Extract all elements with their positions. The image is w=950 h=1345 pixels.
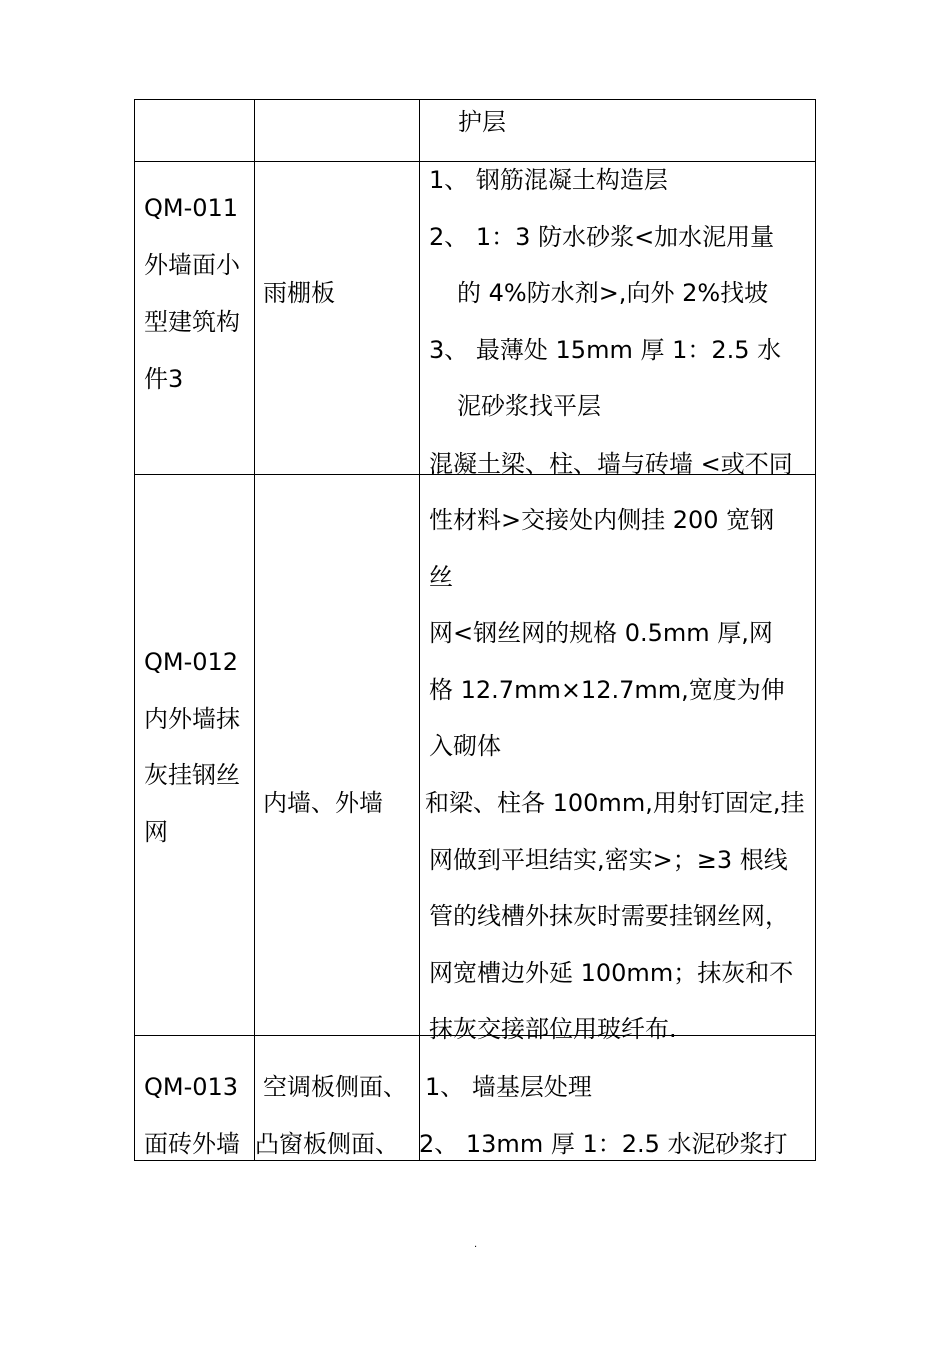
qm012-name-line-3: 网: [144, 818, 168, 846]
qm011-name-line-1: 外墙面小: [144, 251, 240, 279]
qm012-method-line-11: 抹灰交接部位用玻纤布.: [429, 1015, 677, 1043]
qm012-name-line-1: 内外墙抹: [144, 705, 240, 733]
qm012-name-line-2: 灰挂钢丝: [144, 761, 240, 789]
qm011-method-line-2: 2、 1：3 防水砂浆<加水泥用量: [429, 223, 775, 251]
table-border-right: [815, 99, 816, 1161]
qm012-method-line-7: 和梁、柱各 100mm,用射钉固定,挂: [425, 789, 805, 817]
qm011-method-line-5: 泥砂浆找平层: [457, 392, 601, 420]
qm013-location-line-2: 凸窗板侧面、: [255, 1130, 399, 1158]
qm012-method-line-8: 网做到平坦结实,密实>；≥3 根线: [429, 846, 788, 874]
qm012-method-line-9: 管的线槽外抹灰时需要挂钢丝网，: [429, 902, 789, 930]
column-divider-2: [419, 99, 420, 1161]
qm012-method-line-2: 性材料>交接处内侧挂 200 宽钢: [429, 506, 775, 534]
qm012-location: 内墙、外墙: [263, 789, 383, 817]
table-border-left: [134, 99, 135, 1161]
qm012-method-line-6: 入砌体: [429, 732, 501, 760]
qm011-method-line-1: 1、 钢筋混凝土构造层: [429, 166, 668, 194]
qm012-method-line-4: 网<钢丝网的规格 0.5mm 厚,网: [429, 619, 773, 647]
qm011-location: 雨棚板: [263, 279, 335, 307]
column-divider-1: [254, 99, 255, 1161]
qm013-method-line-1: 1、 墙基层处理: [425, 1073, 592, 1101]
qm011-code: QM-011: [144, 194, 239, 222]
qm012-method-line-5: 格 12.7mm×12.7mm,宽度为伸: [429, 676, 785, 704]
qm012-method-line-1: 混凝土梁、柱、墙与砖墙 <或不同: [429, 450, 793, 478]
qm011-method-line-4: 3、 最薄处 15mm 厚 1：2.5 水: [429, 336, 782, 364]
qm011-method-line-3: 的 4%防水剂>,向外 2%找坡: [457, 279, 769, 307]
footer-dot: .: [474, 1239, 478, 1250]
qm011-name-line-2: 型建筑构: [144, 308, 240, 336]
qm011-name-line-3: 件3: [144, 365, 184, 393]
qm013-location-line-1: 空调板侧面、: [263, 1073, 407, 1101]
continuation-method-text: 护层: [458, 108, 506, 136]
qm012-code: QM-012: [144, 648, 239, 676]
qm013-name-line-1: 面砖外墙: [144, 1130, 240, 1158]
qm013-code: QM-013: [144, 1073, 239, 1101]
qm012-method-line-3: 丝: [429, 563, 453, 591]
qm013-method-line-2: 2、 13mm 厚 1：2.5 水泥砂浆打: [419, 1130, 788, 1158]
qm012-method-line-10: 网宽槽边外延 100mm；抹灰和不: [429, 959, 794, 987]
